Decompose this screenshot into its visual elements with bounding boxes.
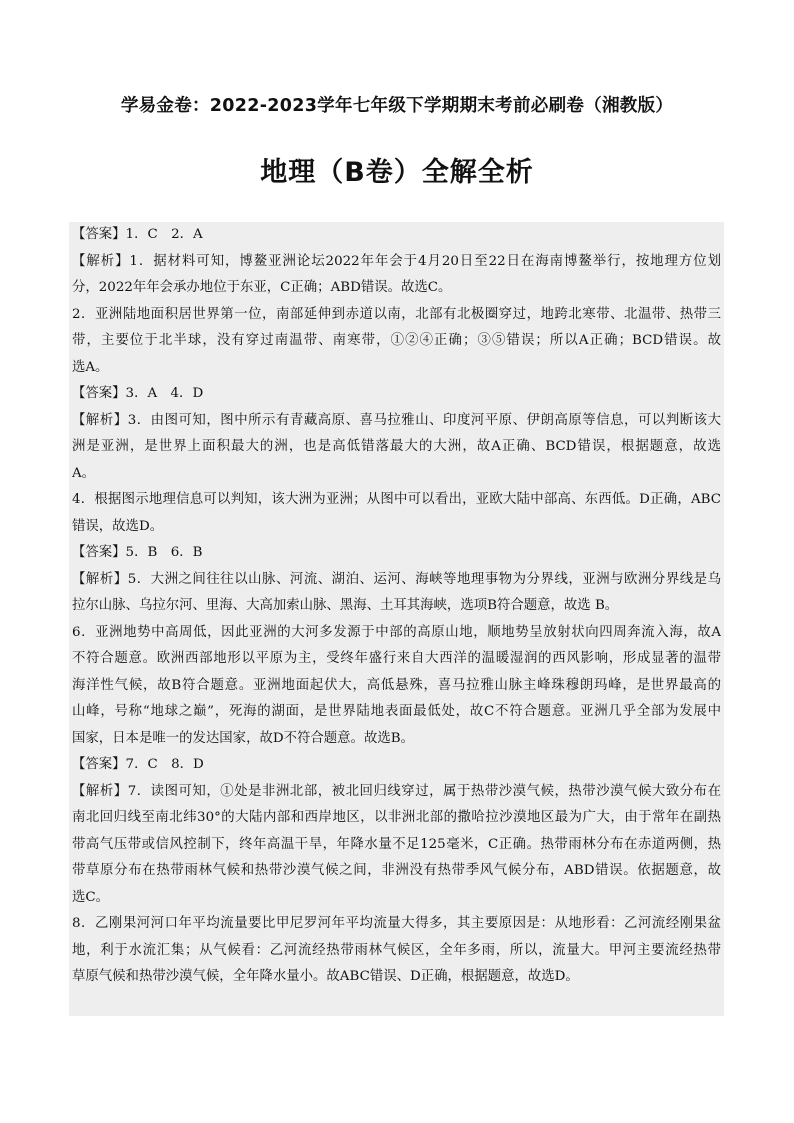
text-line: 【解析】5．大洲之间往往以山脉、河流、湖泊、运河、海峡等地理事物为分界线，亚洲与欧洲分界线是乌 bbox=[72, 571, 721, 587]
text-line: 错误，故选D。 bbox=[72, 518, 164, 534]
text-line: 【解析】3．由图可知，图中所示有青藏高原、喜马拉雅山、印度河平原、伊朗高原等信息，可以判断该大 bbox=[72, 412, 721, 428]
text-line: 2．亚洲陆地面积居世界第一位，南部延伸到赤道以南，北部有北极圈穿过，地跨北寒带、北温带、热带三 bbox=[72, 306, 721, 322]
text-line: 南北回归线至南北纬30°的大陆内部和西岸地区，以非洲北部的撒哈拉沙漠地区最为广大，由于常年在副热 bbox=[72, 810, 721, 825]
text-line: 6．亚洲地势中高周低，因此亚洲的大河多发源于中部的高原山地，顺地势呈放射状向四周奔流入海，故A bbox=[72, 624, 721, 640]
text-line: 8．乙刚果河河口年平均流量要比甲尼罗河年平均流量大得多，其主要原因是：从地形看：乙河流经刚果盆 bbox=[72, 916, 721, 931]
text-line: 选A。 bbox=[72, 359, 109, 375]
text-line: 带高气压带或信风控制下，终年高温干旱，年降水量不足125毫米，C正确。热带雨林分布在赤道两侧，热 bbox=[72, 836, 721, 852]
text-line: 【答案】5．B 6．B bbox=[72, 545, 203, 560]
text-line: 【答案】7．C 8．D bbox=[72, 757, 204, 772]
text-line: 山峰，号称“地球之巅”，死海的湖面，是世界陆地表面最低处，故C不符合题意。亚洲几乎全部为发展中 bbox=[72, 704, 721, 719]
document-header: 学易金卷：2022-2023学年七年级下学期期末考前必刷卷（湘教版） bbox=[120, 96, 674, 116]
text-line: 4．根据图示地理信息可以判知，该大洲为亚洲；从图中可以看出，亚欧大陆中部高、东西低。D正确，ABC bbox=[72, 492, 721, 507]
text-line: 带草原分布在热带雨林气候和热带沙漠气候之间，非洲没有热带季风气候分布，ABD错误。依据题意，故 bbox=[72, 863, 721, 878]
text-line: 不符合题意。欧洲西部地形以平原为主，受终年盛行来自大西洋的温暖湿润的西风影响，形成显著的温带 bbox=[72, 651, 721, 666]
text-line: 【解析】7．读图可知，①处是非洲北部，被北回归线穿过，属于热带沙漠气候，热带沙漠气候大致分布在 bbox=[72, 783, 721, 799]
answer-analysis-block bbox=[69, 222, 724, 1016]
text-line: 带，主要位于北半球，没有穿过南温带、南寒带，①②④正确；③⑤错误；所以A正确；BCD错误。故 bbox=[72, 333, 721, 348]
text-line: 洲是亚洲，是世界上面积最大的洲，也是高低错落最大的大洲，故A正确、BCD错误，根据题意，故选 bbox=[72, 439, 721, 454]
text-line: 地，利于水流汇集；从气候看：乙河流经热带雨林气候区，全年多雨，所以，流量大。甲河主要流经热带 bbox=[72, 942, 721, 958]
document-title: 地理（B卷）全解全析 bbox=[260, 157, 534, 188]
text-line: 拉尔山脉、乌拉尔河、里海、大高加索山脉、黑海、土耳其海峡，选项B符合题意，故选 B。 bbox=[72, 598, 619, 613]
text-line: 【答案】1．C 2．A bbox=[72, 227, 203, 242]
text-line: A。 bbox=[72, 465, 96, 481]
text-line: 【答案】3．A 4．D bbox=[72, 386, 204, 401]
text-line: 【解析】1．据材料可知，博鳌亚洲论坛2022年年会于4月20日至22日在海南博鳌举行，按地理方位划 bbox=[72, 253, 721, 269]
text-line: 选C。 bbox=[72, 889, 110, 905]
text-line: 分，2022年年会承办地位于东亚，C正确；ABD错误。故选C。 bbox=[72, 280, 452, 295]
text-line: 海洋性气候，故B符合题意。亚洲地面起伏大，高低悬殊，喜马拉雅山脉主峰珠穆朗玛峰，是世界最高的 bbox=[72, 677, 721, 693]
text-line: 国家，日本是唯一的发达国家，故D不符合题意。故选B。 bbox=[72, 730, 414, 746]
text-line: 草原气候和热带沙漠气候，全年降水量小。故ABC错误、D正确，根据题意，故选D。 bbox=[72, 969, 579, 984]
